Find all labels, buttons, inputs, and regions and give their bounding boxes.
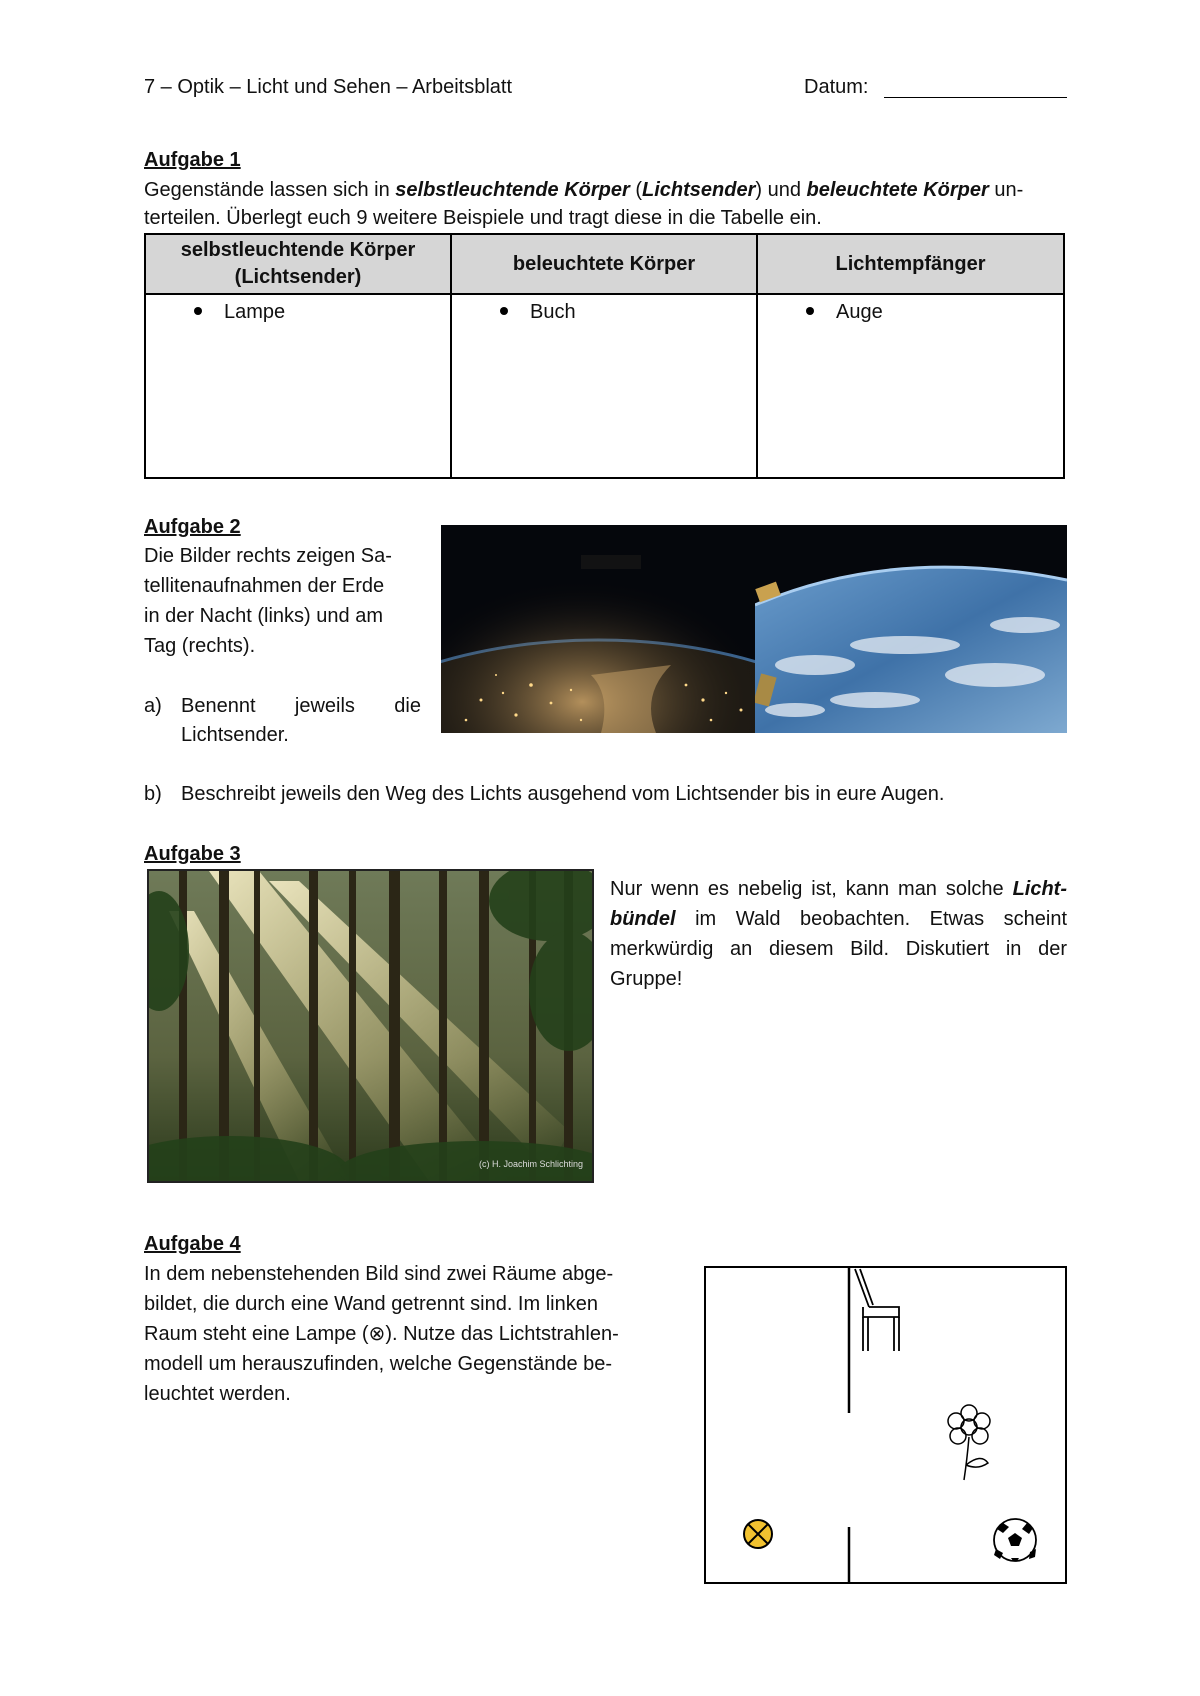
task2-line3: in der Nacht (links) und am xyxy=(144,605,383,627)
task2-a-line1: Benennt jeweils die xyxy=(181,695,421,717)
task1-intro-line1: Gegenstände lassen sich in selbstleuchtende Körper (Lichtsender) und beleuchtete Körper un- xyxy=(144,179,1024,201)
task2-line1: Die Bilder rechts zeigen Sa- xyxy=(144,545,392,567)
task4-line5: leuchtet werden. xyxy=(144,1383,291,1405)
date-label: Datum: xyxy=(804,76,869,98)
task2-line4: Tag (rechts). xyxy=(144,635,256,657)
task2-a-line2: Lichtsender. xyxy=(181,724,289,746)
table-header-empfaenger: Lichtempfänger xyxy=(757,234,1064,294)
table-cell-lichtsender[interactable]: Lampe xyxy=(145,294,451,478)
task2-line2: tellitenaufnahmen der Erde xyxy=(144,575,385,597)
rooms-diagram xyxy=(703,1265,1068,1585)
task2-b-text: Beschreibt jeweils den Weg des Lichts ausgehend vom Lichtsender bis in eure Augen. xyxy=(181,783,945,805)
task2-a-label: a) xyxy=(144,695,162,717)
bullet-icon xyxy=(806,307,814,315)
photo-credit: (c) H. Joachim Schlichting xyxy=(479,1159,584,1169)
task3-title: Aufgabe 3 xyxy=(144,843,241,865)
football-icon xyxy=(994,1519,1036,1561)
page-title: 7 – Optik – Licht und Sehen – Arbeitsblatt xyxy=(144,76,513,98)
date-line[interactable] xyxy=(884,97,1067,98)
earth-night-image xyxy=(441,525,755,733)
task4-title: Aufgabe 4 xyxy=(144,1233,241,1255)
table-cell-beleuchtet[interactable]: Buch xyxy=(451,294,757,478)
table-header-beleuchtet: beleuchtete Körper xyxy=(451,234,757,294)
table-cell-empfaenger[interactable]: Auge xyxy=(757,294,1064,478)
task4-line2: bildet, die durch eine Wand getrennt sind. Im linken xyxy=(144,1293,598,1315)
task4-line3: Raum steht eine Lampe (⊗). Nutze das Lichtstrahlen- xyxy=(144,1323,619,1345)
earth-day-image xyxy=(755,525,1067,733)
task4-line1: In dem nebenstehenden Bild sind zwei Räume abge- xyxy=(144,1263,614,1285)
examples-table xyxy=(144,233,1065,479)
table-header-lichtsender: selbstleuchtende Körper (Lichtsender) xyxy=(145,234,451,294)
lamp-icon xyxy=(744,1520,772,1548)
task1-intro-line2: terteilen. Überlegt euch 9 weitere Beispiele und tragt diese in die Tabelle ein. xyxy=(144,207,822,229)
task2-b-label: b) xyxy=(144,783,162,805)
bullet-icon xyxy=(500,307,508,315)
task3-text: Nur wenn es nebelig ist, kann man solche Licht- bündel im Wald beobachten. Etwas scheint merkwürdig an diesem Bild. Diskutiert in der Gruppe! xyxy=(610,878,1067,990)
bullet-icon xyxy=(194,307,202,315)
task4-line4: modell um herauszufinden, welche Gegenstände be- xyxy=(144,1353,613,1375)
task1-title: Aufgabe 1 xyxy=(144,149,241,171)
forest-light-image xyxy=(147,869,594,1183)
task2-title: Aufgabe 2 xyxy=(144,516,241,538)
